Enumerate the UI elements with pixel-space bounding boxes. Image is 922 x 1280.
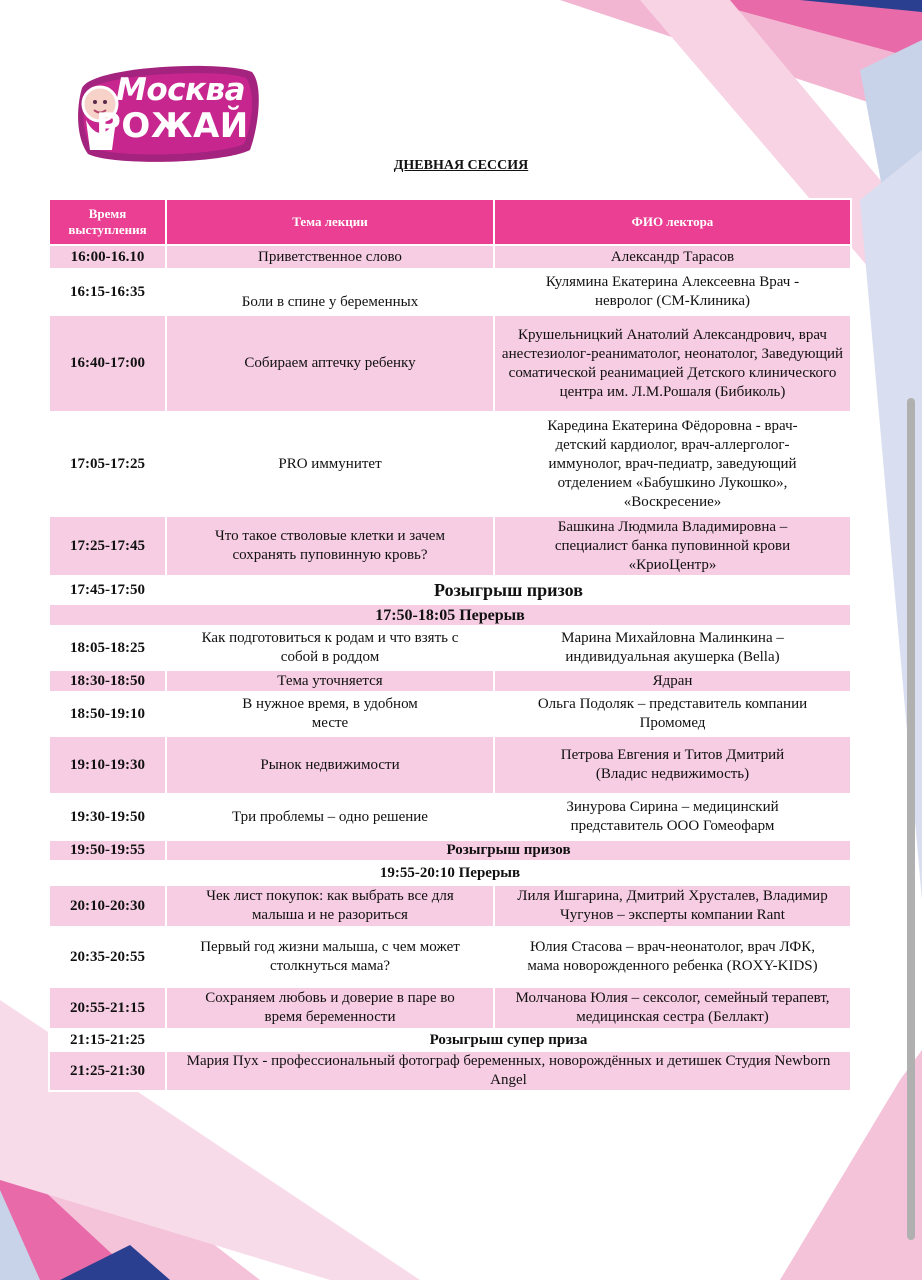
schedule-table: [48, 198, 852, 1092]
row-topic: Как подготовиться к родам и что взять с собой в роддом: [166, 626, 494, 670]
logo-line2: РОЖАЙ: [96, 106, 249, 146]
row-topic: Сохраняем любовь и доверие в паре во время беременности: [166, 987, 494, 1029]
row-time: 17:45-17:50: [49, 576, 166, 604]
row-lecturer: Молчанова Юлия – сексолог, семейный терапевт, медицинская сестра (Беллакт): [494, 987, 851, 1029]
row-topic: В нужное время, в удобном месте: [166, 692, 494, 736]
table-row: [49, 604, 851, 626]
row-time: 21:25-21:30: [49, 1051, 166, 1091]
header-topic: Тема лекции: [166, 199, 494, 245]
row-lecturer: Кулямина Екатерина Алексеевна Врач - невролог (СМ-Клиника): [494, 269, 851, 315]
table-row: [49, 315, 851, 412]
logo: [72, 58, 262, 168]
prize-draw: Розыгрыш призов: [166, 576, 851, 604]
row-topic: PRO иммунитет: [166, 412, 494, 516]
table-row: [49, 861, 851, 885]
table-row: [49, 576, 851, 604]
row-lecturer: Крушельницкий Анатолий Александрович, врач анестезиолог-реаниматолог, неонатолог, Заведующий соматической реанимацией Детского клинического центра им. Л.М.Рошаля (Бибиколь): [494, 315, 851, 412]
row-time: 19:30-19:50: [49, 794, 166, 840]
row-topic: Собираем аптечку ребенку: [166, 315, 494, 412]
row-time: 16:00-16.10: [49, 245, 166, 269]
row-topic: Чек лист покупок: как выбрать все для малыша и не разориться: [166, 885, 494, 927]
table-row: [49, 412, 851, 516]
row-topic: Тема уточняется: [166, 670, 494, 692]
row-time: 17:25-17:45: [49, 516, 166, 576]
table-row: [49, 987, 851, 1029]
row-lecturer: Ядран: [494, 670, 851, 692]
row-lecturer: Марина Михайловна Малинкина – индивидуальная акушерка (Bella): [494, 626, 851, 670]
row-topic: Рынок недвижимости: [166, 736, 494, 794]
table-row: [49, 626, 851, 670]
photographer-row: Мария Пух - профессиональный фотограф беременных, новорождённых и детишек Студия Newborn Angel: [166, 1051, 851, 1091]
row-time: 18:30-18:50: [49, 670, 166, 692]
row-lecturer: Александр Тарасов: [494, 245, 851, 269]
scrollbar[interactable]: [907, 398, 915, 1240]
row-time: 18:50-19:10: [49, 692, 166, 736]
break-row: 17:50-18:05 Перерыв: [49, 604, 851, 626]
row-lecturer: Петрова Евгения и Титов Дмитрий (Владис недвижимость): [494, 736, 851, 794]
row-lecturer: Юлия Стасова – врач-неонатолог, врач ЛФК, мама новорожденного ребенка (ROXY-KIDS): [494, 927, 851, 987]
table-row: [49, 1029, 851, 1051]
table-row: [49, 794, 851, 840]
row-time: 16:40-17:00: [49, 315, 166, 412]
table-row: [49, 885, 851, 927]
row-time: 17:05-17:25: [49, 412, 166, 516]
row-time: 19:10-19:30: [49, 736, 166, 794]
row-topic: Приветственное слово: [166, 245, 494, 269]
logo-line1: Москва: [116, 72, 246, 108]
row-topic: Три проблемы – одно решение: [166, 794, 494, 840]
prize-draw: Розыгрыш призов: [166, 840, 851, 861]
table-row: [49, 670, 851, 692]
row-time: 20:10-20:30: [49, 885, 166, 927]
row-lecturer: Башкина Людмила Владимировна – специалист банка пуповинной крови «КриоЦентр»: [494, 516, 851, 576]
table-row: [49, 245, 851, 269]
row-topic: Первый год жизни малыша, с чем может столкнуться мама?: [166, 927, 494, 987]
table-row: [49, 927, 851, 987]
row-time: 18:05-18:25: [49, 626, 166, 670]
table-row: [49, 1051, 851, 1091]
row-time: 20:55-21:15: [49, 987, 166, 1029]
row-topic: Что такое стволовые клетки и зачем сохранять пуповинную кровь?: [166, 516, 494, 576]
row-lecturer: Ольга Подоляк – представитель компании Промомед: [494, 692, 851, 736]
table-row: [49, 516, 851, 576]
row-time: 16:15-16:35: [49, 269, 166, 315]
header-lecturer: ФИО лектора: [494, 199, 851, 245]
super-prize-draw: Розыгрыш супер приза: [166, 1029, 851, 1051]
row-lecturer: Карединa Екатерина Фёдоровна - врач-детский кардиолог, врач-аллерголог-иммунолог, врач-педиатр, заведующий отделением «Бабушкино Лукошко», «Воскресение»: [494, 412, 851, 516]
table-row: [49, 736, 851, 794]
row-lecturer: Зинурова Сирина – медицинский представитель ООО Гомеофарм: [494, 794, 851, 840]
header-time: Время выступления: [49, 199, 166, 245]
row-time: 21:15-21:25: [49, 1029, 166, 1051]
row-lecturer: Лиля Ишгарина, Дмитрий Хрусталев, Владимир Чугунов – эксперты компании Rant: [494, 885, 851, 927]
page-title: ДНЕВНАЯ СЕССИЯ: [393, 158, 529, 173]
break-row: 19:55-20:10 Перерыв: [49, 861, 851, 885]
row-time: 19:50-19:55: [49, 840, 166, 861]
table-row: [49, 692, 851, 736]
table-row: [49, 840, 851, 861]
row-time: 20:35-20:55: [49, 927, 166, 987]
table-row: [49, 269, 851, 315]
row-topic: Боли в спине у беременных: [166, 269, 494, 315]
